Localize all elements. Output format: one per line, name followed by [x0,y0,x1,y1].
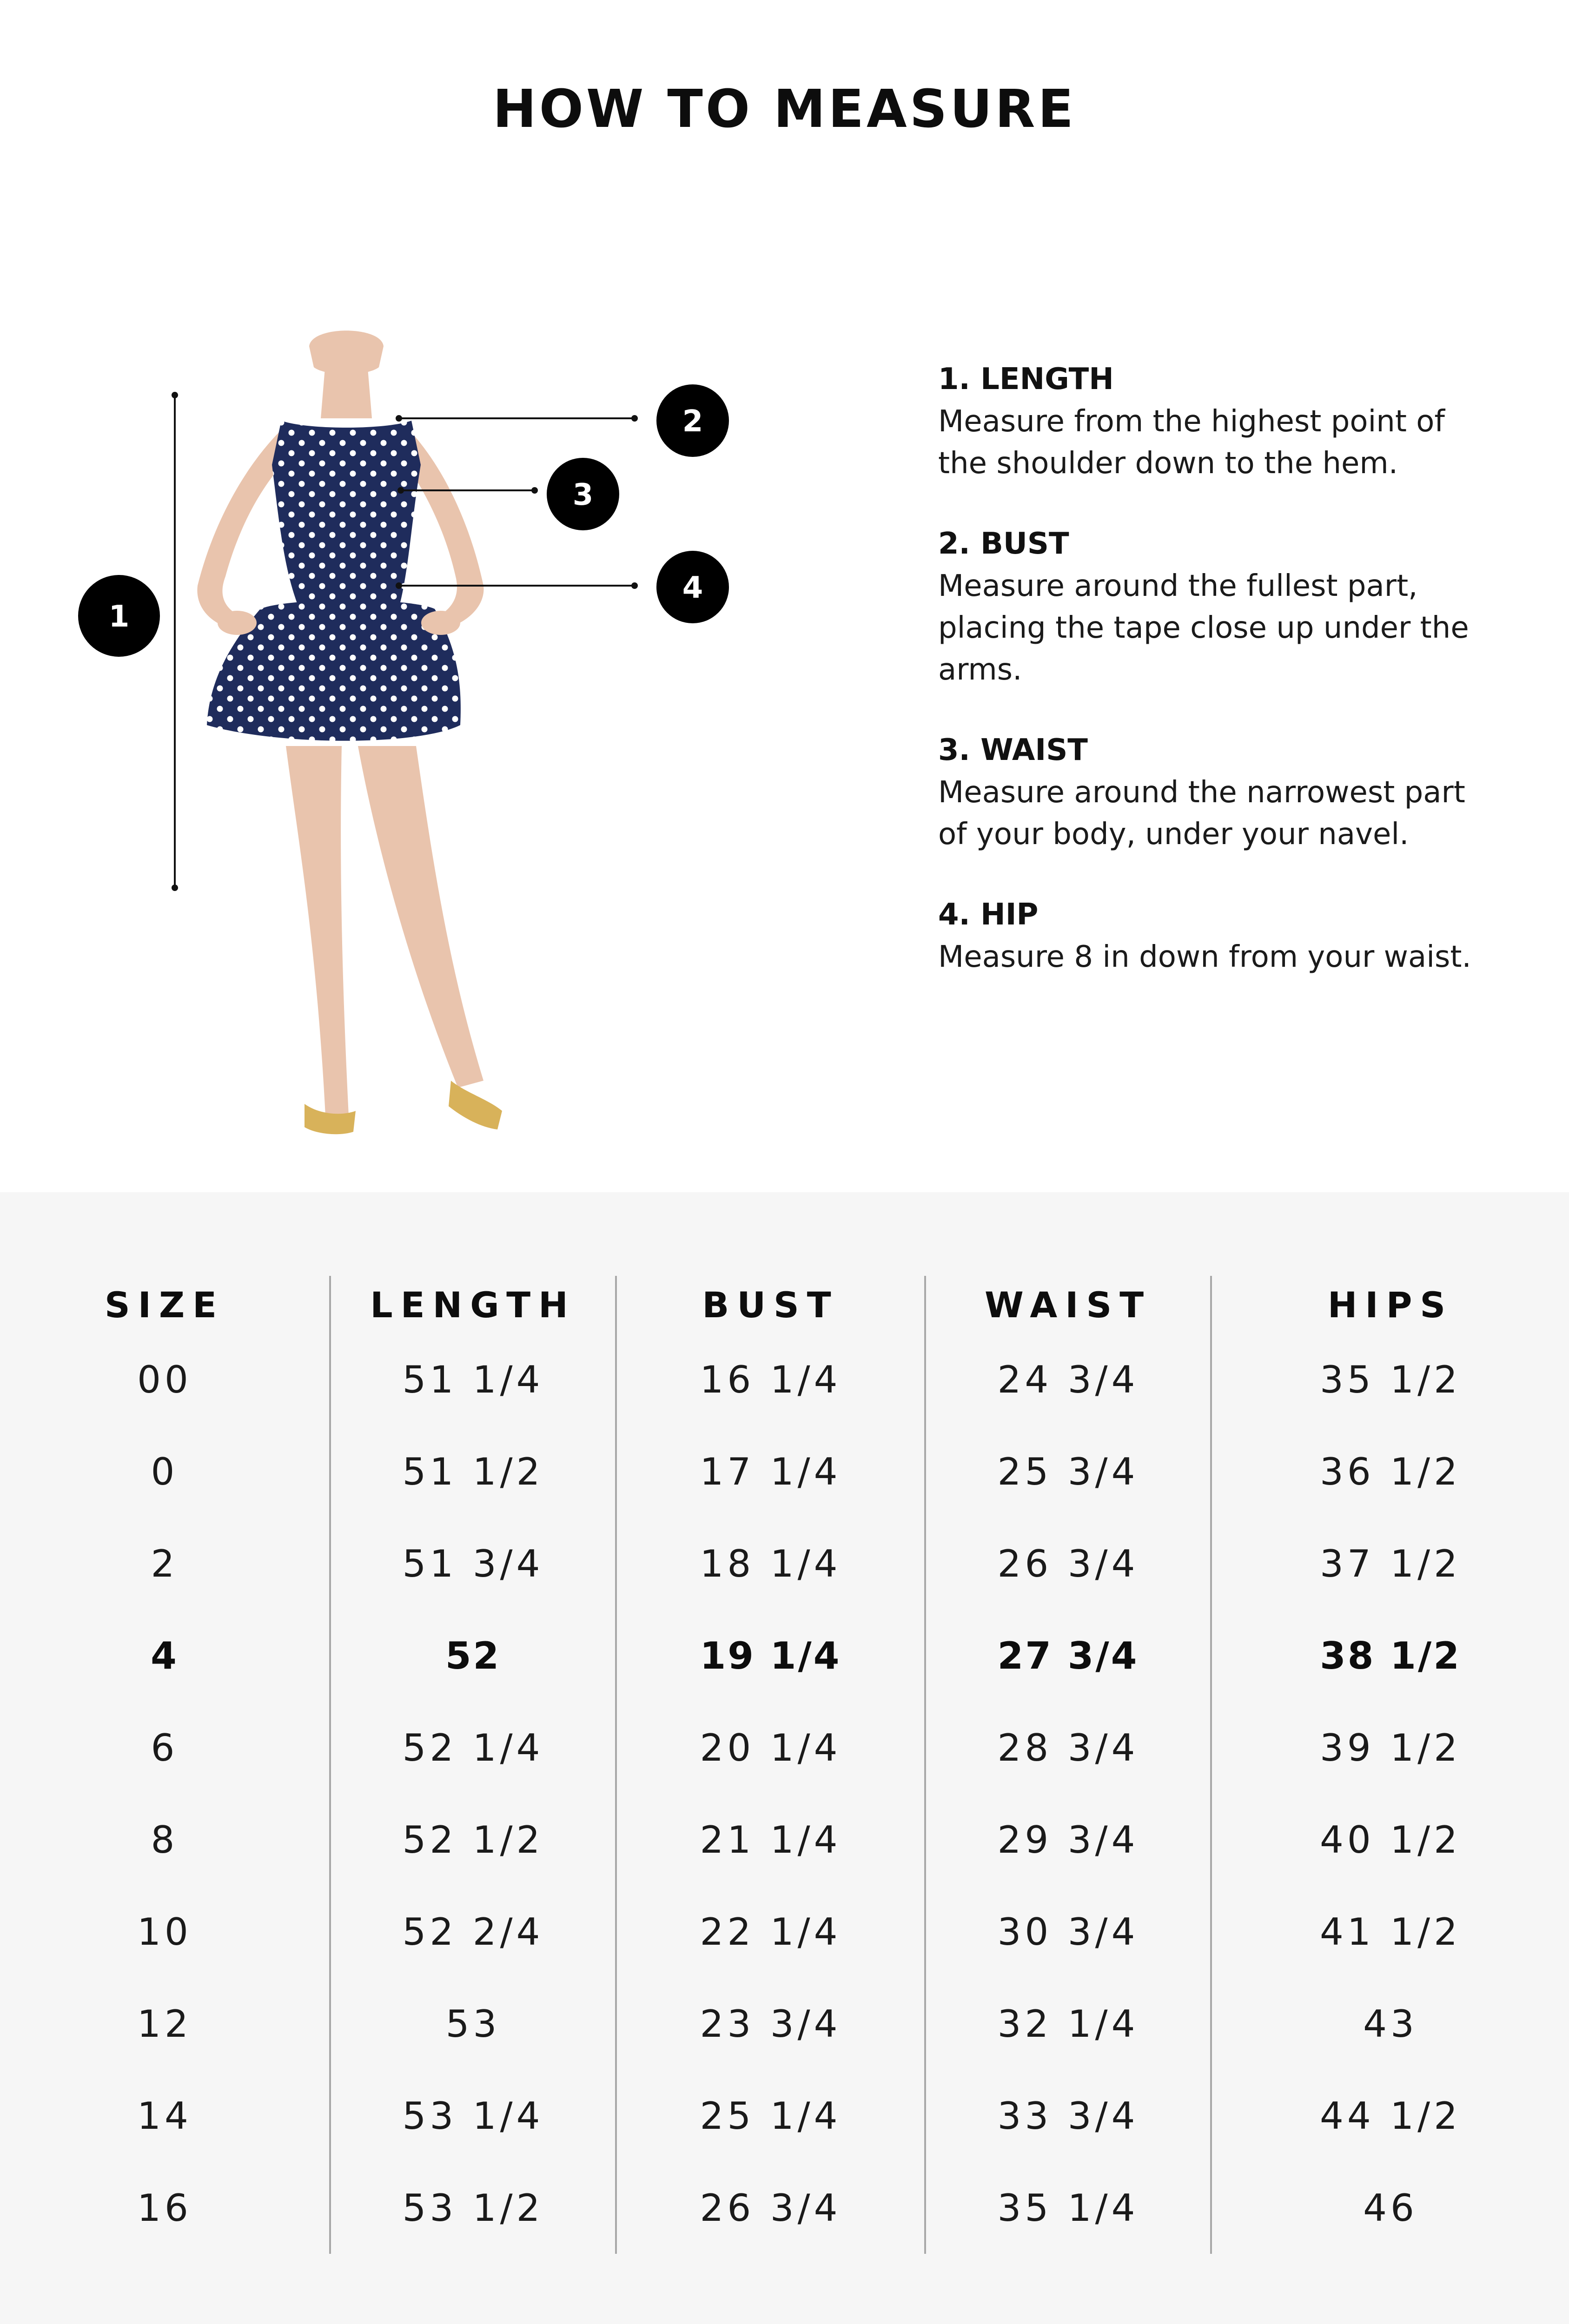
size-cell: 4 [151,1634,179,1677]
hips-cell: 40 1/2 [1211,1794,1569,1886]
column-header-waist: WAIST [925,1276,1211,1334]
length-cell: 51 1/2 [330,1426,616,1518]
table-row [0,1334,1569,1426]
instruction-heading: 3. WAIST [938,733,1088,767]
hips-cell: 41 1/2 [1211,1886,1569,1978]
waist-cell: 33 3/4 [925,2070,1211,2162]
size-cell: 16 [137,2186,192,2230]
waist-cell: 35 1/4 [925,2162,1211,2254]
table-row [0,1518,1569,1610]
badge-1 [78,575,160,657]
waist-cell: 32 1/4 [925,1978,1211,2070]
length-cell: 52 1/4 [330,1702,616,1794]
size-cell: 0 [151,1450,179,1493]
bust-cell: 22 1/4 [616,1886,925,1978]
waist-cell: 30 3/4 [925,1886,1211,1978]
length-cell: 51 3/4 [330,1518,616,1610]
table-row [0,1978,1569,2070]
hips-cell: 38 1/2 [1211,1610,1569,1702]
page-title: HOW TO MEASURE [492,79,1077,139]
length-cell: 52 [330,1610,616,1702]
bust-cell: 18 1/4 [616,1518,925,1610]
table-row-highlighted [0,1610,1569,1702]
size-cell: 2 [151,1542,179,1585]
column-header-size: SIZE [104,1284,225,1326]
hips-cell: 46 [1211,2162,1569,2254]
badge-2 [656,384,729,457]
instruction-heading: 2. BUST [938,527,1069,561]
svg-text:1: 1 [108,600,130,634]
size-cell: 10 [137,1910,192,1954]
bust-cell: 16 1/4 [616,1334,925,1426]
instruction-heading: 1. LENGTH [938,362,1114,396]
table-row [0,1794,1569,1886]
waist-cell: 24 3/4 [925,1334,1211,1426]
bust-cell: 17 1/4 [616,1426,925,1518]
hips-cell: 37 1/2 [1211,1518,1569,1610]
bust-cell: 20 1/4 [616,1702,925,1794]
instruction-text: Measure from the highest point of the shoulder down to the hem. [938,404,1445,481]
waist-cell: 25 3/4 [925,1426,1211,1518]
instruction-waist [938,729,1487,855]
instruction-bust [938,522,1487,691]
table-row [0,2162,1569,2254]
table-row [0,2070,1569,2162]
size-cell: 14 [137,2094,192,2138]
badge-3 [547,458,619,530]
instruction-text: Measure 8 in down from your waist. [938,940,1471,974]
waist-cell: 29 3/4 [925,1794,1211,1886]
instruction-text: Measure around the narrowest part of your body, under your navel. [938,775,1465,852]
length-cell: 52 2/4 [330,1886,616,1978]
size-cell: 6 [151,1726,179,1769]
instruction-hip [938,893,1487,978]
size-cell: 00 [137,1358,192,1401]
size-cell: 8 [151,1818,179,1862]
hips-cell: 36 1/2 [1211,1426,1569,1518]
hips-cell: 39 1/2 [1211,1702,1569,1794]
column-header-bust: BUST [616,1276,925,1334]
svg-text:4: 4 [682,571,703,605]
instruction-text: Measure around the fullest part, placing the tape close up under the arms. [938,569,1469,687]
length-cell: 51 1/4 [330,1334,616,1426]
instruction-length [938,358,1487,484]
hips-cell: 43 [1211,1978,1569,2070]
svg-text:3: 3 [572,478,594,512]
bust-cell: 19 1/4 [616,1610,925,1702]
column-header-length: LENGTH [330,1276,616,1334]
bust-cell: 21 1/4 [616,1794,925,1886]
table-row [0,1702,1569,1794]
badge-4 [656,551,729,623]
bust-cell: 25 1/4 [616,2070,925,2162]
column-header-hips: HIPS [1211,1276,1569,1334]
waist-cell: 28 3/4 [925,1702,1211,1794]
size-cell: 12 [137,2002,192,2046]
measurement-instructions [938,358,1487,1016]
size-chart-table [0,1276,1569,2254]
bust-cell: 23 3/4 [616,1978,925,2070]
waist-cell: 27 3/4 [925,1610,1211,1702]
table-row [0,1426,1569,1518]
waist-cell: 26 3/4 [925,1518,1211,1610]
length-cell: 53 1/4 [330,2070,616,2162]
table-row [0,1886,1569,1978]
length-cell: 53 1/2 [330,2162,616,2254]
instruction-heading: 4. HIP [938,898,1039,932]
model-figure [197,330,502,1134]
dress-model-illustration [0,325,837,1185]
length-cell: 53 [330,1978,616,2070]
svg-text:2: 2 [682,404,703,439]
hips-cell: 35 1/2 [1211,1334,1569,1426]
hips-cell: 44 1/2 [1211,2070,1569,2162]
size-chart-header-row [0,1276,1569,1334]
measurement-figure [0,325,837,1185]
bust-cell: 26 3/4 [616,2162,925,2254]
length-cell: 52 1/2 [330,1794,616,1886]
